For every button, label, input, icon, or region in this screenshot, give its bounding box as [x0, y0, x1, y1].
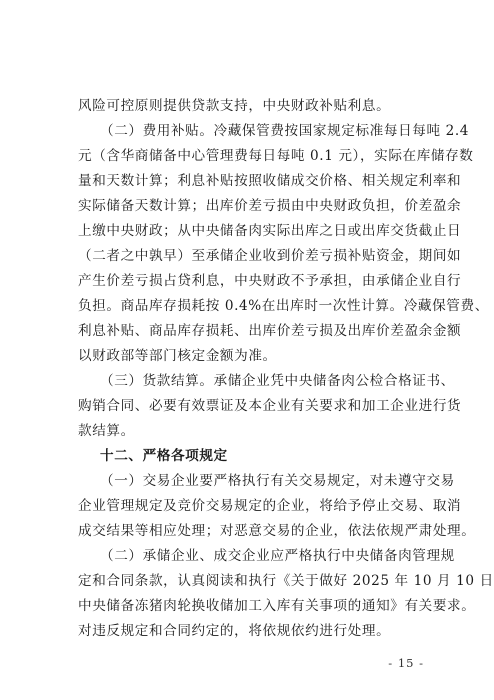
text-line: 定和合同条款，认真阅读和执行《关于做好 2025 年 10 月 10 日 — [78, 573, 494, 589]
text-line: 元（含华商储备中心管理费每日每吨 0.1 元），实际在库储存数 — [78, 148, 474, 164]
text-line: （二者之中孰早）至承储企业收到价差亏损补贴资金，期间如 — [78, 248, 462, 264]
section-heading: 十二、严格各项规定 — [100, 448, 228, 464]
text-line: 以财政部等部门核定金额为准。 — [78, 348, 277, 364]
text-line: 中央储备冻猪肉轮换收储加工入库有关事项的通知》有关要求。 — [78, 598, 476, 614]
text-line: 成交结果等相应处理；对恶意交易的企业，依法依规严肃处理。 — [78, 523, 476, 539]
text-line: 量和天数计算；利息补贴按照收储成交价格、相关规定利率和 — [78, 173, 462, 189]
text-line: 对违反规定和合同约定的，将依规依约进行处理。 — [78, 623, 391, 639]
text-line: 购销合同、必要有效票证及本企业有关要求和加工企业进行货 — [78, 398, 462, 414]
text-line: 风险可控原则提供贷款支持，中央财政补贴利息。 — [78, 98, 391, 114]
text-line: 企业管理规定及竞价交易规定的企业，将给予停止交易、取消 — [78, 498, 462, 514]
text-line: （一）交易企业要严格执行有关交易规定，对未遵守交易 — [100, 473, 455, 489]
text-line: 实际储备天数计算；出库价差亏损由中央财政负担，价差盈余 — [78, 198, 462, 214]
text-line: （二）费用补贴。冷藏保管费按国家规定标准每日每吨 2.4 — [100, 123, 469, 139]
text-line: （二）承储企业、成交企业应严格执行中央储备肉管理规 — [100, 548, 455, 564]
text-line: 负担。商品库存损耗按 0.4%在出库时一次性计算。冷藏保管费、 — [78, 298, 489, 314]
page-number: - 15 - — [388, 656, 424, 670]
text-line: 产生价差亏损占贷利息，中央财政不予承担，由承储企业自行 — [78, 273, 462, 289]
text-line: 上缴中央财政；从中央储备肉实际出库之日或出库交货截止日 — [78, 223, 462, 239]
text-line: （三）货款结算。承储企业凭中央储备肉公检合格证书、 — [100, 373, 455, 389]
text-line: 利息补贴、商品库存损耗、出库价差亏损及出库价差盈余金额 — [78, 323, 462, 339]
text-line: 款结算。 — [78, 423, 135, 439]
